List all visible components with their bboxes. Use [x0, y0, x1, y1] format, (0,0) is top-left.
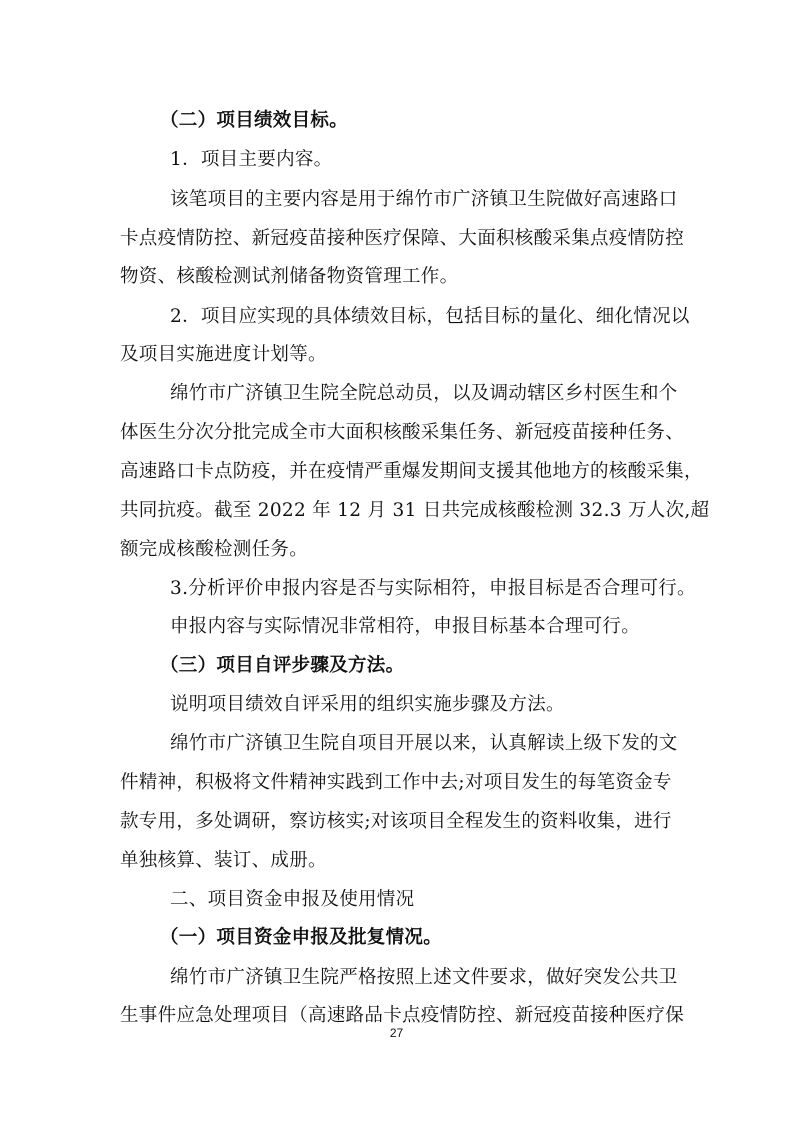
- paragraph-line: 2．项目应实现的具体绩效目标，包括目标的量化、细化情况以: [170, 306, 690, 327]
- paragraph-line: 件精神，积极将文件精神实践到工作中去;对项目发生的每笔资金专: [120, 772, 672, 793]
- paragraph-line: 该笔项目的主要内容是用于绵竹市广济镇卫生院做好高速路口: [170, 189, 678, 210]
- paragraph-line: 绵竹市广济镇卫生院严格按照上述文件要求，做好突发公共卫: [170, 967, 678, 988]
- paragraph-line: 额完成核酸检测任务。: [120, 539, 309, 560]
- paragraph-line: 共同抗疫。截至 2022 年 12 月 31 日共完成核酸检测 32.3 万人次,超: [120, 500, 710, 521]
- heading-self-evaluation-steps: （三）项目自评步骤及方法。: [160, 655, 405, 676]
- paragraph-line: 卡点疫情防控、新冠疫苗接种医疗保障、大面积核酸采集点疫情防控: [120, 228, 685, 249]
- section-heading-funds: 二、项目资金申报及使用情况: [170, 889, 415, 910]
- heading-performance-goals: （二）项目绩效目标。: [160, 110, 349, 131]
- paragraph-line: 高速路口卡点防疫，并在疫情严重爆发期间支援其他地方的核酸采集，: [120, 461, 703, 482]
- paragraph-line: 3.分析评价申报内容是否与实际相符，申报目标是否合理可行。: [170, 578, 696, 599]
- heading-fund-application: （一）项目资金申报及批复情况。: [160, 927, 443, 948]
- paragraph-line: 1．项目主要内容。: [170, 149, 333, 170]
- paragraph-line: 款专用，多处调研，察访核实;对该项目全程发生的资料收集，进行: [120, 811, 672, 832]
- paragraph-line: 物资、核酸检测试剂储备物资管理工作。: [120, 266, 459, 287]
- paragraph-line: 及项目实施进度计划等。: [120, 344, 327, 365]
- paragraph-line: 单独核算、装订、成册。: [120, 850, 327, 871]
- paragraph-line: 生事件应急处理项目（高速路品卡点疫情防控、新冠疫苗接种医疗保: [120, 1005, 685, 1026]
- paragraph-line: 说明项目绩效自评采用的组织实施步骤及方法。: [170, 694, 565, 715]
- paragraph-line: 申报内容与实际情况非常相符，申报目标基本合理可行。: [170, 616, 641, 637]
- paragraph-line: 体医生分次分批完成全市大面积核酸采集任务、新冠疫苗接种任务、: [120, 422, 685, 443]
- paragraph-line: 绵竹市广济镇卫生院自项目开展以来，认真解读上级下发的文: [170, 733, 678, 754]
- paragraph-line: 绵竹市广济镇卫生院全院总动员，以及调动辖区乡村医生和个: [170, 383, 678, 404]
- page-number: 27: [389, 1026, 404, 1040]
